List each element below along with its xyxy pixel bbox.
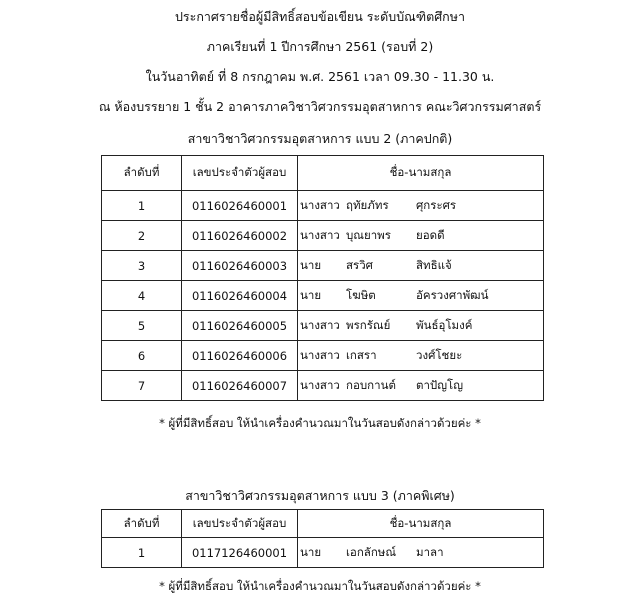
last-name: มาลา: [416, 544, 444, 559]
exam-date-time: ในวันอาทิตย์ ที่ 8 กรกฎาคม พ.ศ. 2561 เวลา 09.30 - 11.30 น.: [145, 69, 495, 84]
table-header-row: [102, 510, 544, 538]
section2-table: [101, 509, 544, 568]
row-order: 1: [102, 191, 182, 221]
row-exam-id: 0116026460003: [182, 251, 298, 281]
row-name: [298, 251, 544, 281]
table-row: [102, 538, 544, 568]
table-header-row: [102, 156, 544, 191]
row-name: [298, 221, 544, 251]
row-name: [298, 371, 544, 401]
row-exam-id: 0116026460006: [182, 341, 298, 371]
section1-title: สาขาวิชาวิศวกรรมอุตสาหการ แบบ 2 (ภาคปกติ): [187, 131, 453, 146]
column-header-name: ชื่อ-นามสกุล: [298, 156, 544, 191]
table-row: [102, 281, 544, 311]
column-header-id: เลขประจำตัวผู้สอบ: [182, 156, 298, 191]
row-order: 2: [102, 221, 182, 251]
row-name: [298, 538, 544, 568]
row-order: 7: [102, 371, 182, 401]
row-exam-id: 0116026460004: [182, 281, 298, 311]
row-name: [298, 311, 544, 341]
last-name: ศุกระศร: [416, 197, 457, 212]
row-name: [298, 281, 544, 311]
row-name: [298, 341, 544, 371]
column-header-name: ชื่อ-นามสกุล: [298, 510, 544, 538]
semester-info: ภาคเรียนที่ 1 ปีการศึกษา 2561 (รอบที่ 2): [206, 39, 434, 54]
row-exam-id: 0117126460001: [182, 538, 298, 568]
first-name: พรกรัณย์: [346, 317, 391, 332]
name-prefix: นางสาว: [300, 317, 340, 332]
row-order: 1: [102, 538, 182, 568]
name-prefix: นาย: [300, 287, 322, 302]
last-name: พันธ์อุโมงค์: [416, 317, 473, 332]
row-name: [298, 191, 544, 221]
last-name: ยอดดี: [416, 227, 445, 242]
name-prefix: นาย: [300, 544, 322, 559]
table-row: [102, 191, 544, 221]
row-order: 3: [102, 251, 182, 281]
column-header-id: เลขประจำตัวผู้สอบ: [182, 510, 298, 538]
first-name: ฤทัยภัทร: [346, 197, 389, 212]
name-prefix: นางสาว: [300, 227, 340, 242]
row-exam-id: 0116026460007: [182, 371, 298, 401]
announcement-title: ประกาศรายชื่อผู้มีสิทธิ์สอบข้อเขียน ระดับบัณฑิตศึกษา: [174, 9, 466, 24]
name-prefix: นาย: [300, 257, 322, 272]
row-order: 6: [102, 341, 182, 371]
name-prefix: นางสาว: [300, 377, 340, 392]
first-name: เกสรา: [346, 347, 377, 362]
row-order: 4: [102, 281, 182, 311]
last-name: วงศ์โชยะ: [416, 347, 463, 362]
last-name: สิทธิแจ้: [416, 257, 452, 272]
section2-title: สาขาวิชาวิศวกรรมอุตสาหการ แบบ 3 (ภาคพิเศษ): [185, 488, 455, 503]
first-name: สรวิศ: [346, 257, 373, 272]
first-name: บุณยาพร: [346, 227, 391, 242]
column-header-order: ลำดับที่: [102, 510, 182, 538]
row-order: 5: [102, 311, 182, 341]
name-prefix: นางสาว: [300, 347, 340, 362]
section2-calculator-note: * ผู้ที่มีสิทธิ์สอบ ให้นำเครื่องคำนวณมาในวันสอบดังกล่าวด้วยค่ะ *: [159, 579, 481, 593]
column-header-order: ลำดับที่: [102, 156, 182, 191]
first-name: กอบกานต์: [346, 377, 396, 392]
row-exam-id: 0116026460002: [182, 221, 298, 251]
table-row: [102, 221, 544, 251]
exam-location: ณ ห้องบรรยาย 1 ชั้น 2 อาคารภาควิชาวิศวกรรมอุตสาหการ คณะวิศวกรรมศาสตร์: [98, 99, 542, 114]
row-exam-id: 0116026460005: [182, 311, 298, 341]
first-name: โฆษิต: [346, 287, 376, 302]
table-row: [102, 341, 544, 371]
last-name: อัครวงศาพัฒน์: [416, 287, 489, 302]
name-prefix: นางสาว: [300, 197, 340, 212]
table-row: [102, 371, 544, 401]
row-exam-id: 0116026460001: [182, 191, 298, 221]
last-name: ตาปัญโญ: [416, 377, 463, 392]
table-row: [102, 311, 544, 341]
first-name: เอกลักษณ์: [346, 544, 397, 559]
section1-table: [101, 155, 544, 401]
table-row: [102, 251, 544, 281]
section1-calculator-note: * ผู้ที่มีสิทธิ์สอบ ให้นำเครื่องคำนวณมาในวันสอบดังกล่าวด้วยค่ะ *: [159, 416, 481, 430]
